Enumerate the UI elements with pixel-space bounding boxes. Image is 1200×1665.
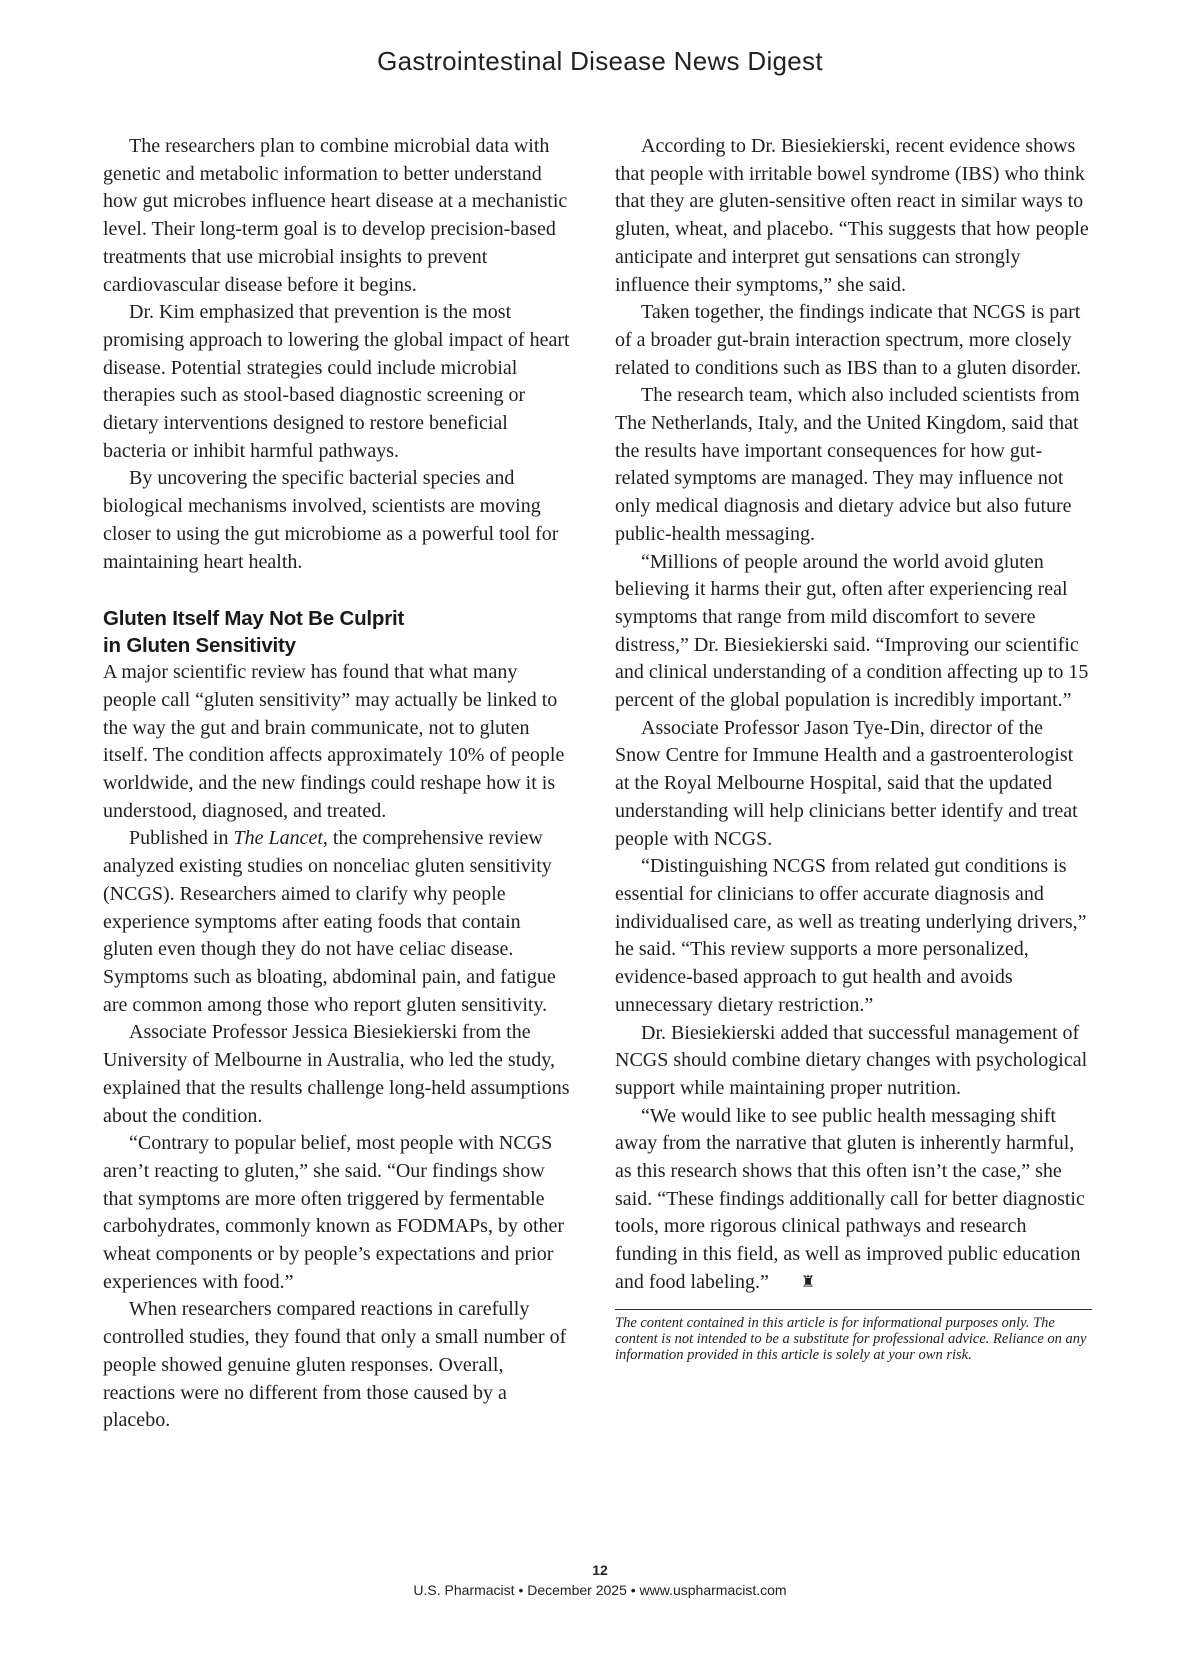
paragraph: When researchers compared reactions in carefully controlled studies, they found that only a small number of people showed genuine gluten responses. Overall, reactions were no different from those caused by a placebo. (103, 1298, 567, 1432)
paragraph (615, 1103, 1092, 1297)
paragraph: “Millions of people around the world avoid gluten believing it harms their gut, often after experiencing real symptoms that range from mild discomfort to severe distress,” Dr. Biesiekierski said. “Improving our scientific and clinical understanding of a condition affecting up to 15 percent of the global population is incredibly important.” (615, 550, 1089, 712)
disclaimer: The content contained in this article is for informational purposes only. The content is not intended to be a substitute for professional advice. Reliance on any information provided in this article is solely at your own risk. (615, 1309, 1092, 1363)
paragraph (103, 825, 574, 1019)
section-heading (103, 605, 574, 659)
end-of-article-icon: ♜ (800, 1273, 816, 1291)
section-heading-line2: in Gluten Sensitivity (103, 634, 296, 658)
paragraph: The researchers plan to combine microbial data with genetic and metabolic information to better understand how gut microbes influence heart disease at a mechanistic level. Their long-term goal is to develop precision-based treatments that use microbial insights to prevent cardiovascular disease before it begins. (103, 135, 568, 296)
paragraph: A major scientific review has found that what many people call “gluten sensitivity” may actually be linked to the way the gut and brain communicate, not to gluten itself. The condition affects approximately 10% of people worldwide, and the new findings could reshape how it is understood, diagnosed, and treated. (103, 661, 565, 822)
left-column (103, 133, 574, 1435)
page-number: 12 (592, 1562, 608, 1578)
paragraph: By uncovering the specific bacterial species and biological mechanisms involved, scientists are moving closer to using the gut microbiome as a powerful tool for maintaining heart health. (103, 467, 559, 573)
paragraph: Associate Professor Jason Tye-Din, director of the Snow Centre for Immune Health and a gastroenterologist at the Royal Melbourne Hospital, said that the updated understanding will help clinicians better identify and treat people with NCGS. (615, 716, 1078, 850)
paragraph: Taken together, the findings indicate that NCGS is part of a broader gut-brain interaction spectrum, more closely related to conditions such as IBS than to a gluten disorder. (615, 301, 1082, 379)
text-span: , the comprehensive review analyzed existing studies on nonceliac gluten sensitivity (NCGS). Researchers aimed to clarify why people experience symptoms after eating foods that contain gluten even though they do not have celiac disease. Symptoms such as bloating, abdominal pain, and fatigue are common among those who report gluten sensitivity. (103, 827, 556, 1016)
paragraph: “Distinguishing NCGS from related gut conditions is essential for clinicians to offer accurate diagnosis and individualised care, as well as treating underlying drivers,” he said. “This review supports a more personalized, evidence-based approach to gut health and avoids unnecessary dietary restriction.” (615, 855, 1087, 1016)
paragraph: According to Dr. Biesiekierski, recent evidence shows that people with irritable bowel syndrome (IBS) who think that they are gluten-sensitive often react in similar ways to gluten, wheat, and placebo. “This suggests that how people anticipate and interpret gut sensations can strongly influence their symptoms,” she said. (615, 135, 1089, 296)
paragraph: Dr. Biesiekierski added that successful management of NCGS should combine dietary changes with psychological support while maintaining proper nutrition. (615, 1021, 1088, 1099)
footer-credit: U.S. Pharmacist • December 2025 • www.uspharmacist.com (413, 1582, 787, 1598)
paragraph: “Contrary to popular belief, most people with NCGS aren’t reacting to gluten,” she said. “Our findings show that symptoms are more often triggered by fermentable carbohydrates, commonly known as FODMAPs, by other wheat components or by people’s expectations and prior experiences with food.” (103, 1132, 565, 1293)
paragraph: Dr. Kim emphasized that prevention is the most promising approach to lowering the global impact of heart disease. Potential strategies could include microbial therapies such as stool-based diagnostic screening or dietary interventions designed to restore beneficial bacteria or inhibit harmful pathways. (103, 301, 570, 462)
section-heading-line1: Gluten Itself May Not Be Culprit (103, 607, 405, 631)
journal-title: The Lancet (233, 827, 323, 850)
right-column (615, 133, 1092, 1363)
paragraph: The research team, which also included scientists from The Netherlands, Italy, and the United Kingdom, said that the results have important consequences for how gut-related symptoms are managed. They may influence not only medical diagnosis and dietary advice but also future public-health messaging. (615, 384, 1080, 545)
text-span: Published in (129, 827, 234, 850)
paragraph: Associate Professor Jessica Biesiekierski from the University of Melbourne in Australia, who led the study, explained that the results challenge long-held assumptions about the condition. (103, 1021, 570, 1127)
text-span: “We would like to see public health messaging shift away from the narrative that gluten is inherently harmful, as this research shows that this often isn’t the case,” she said. “These findings additionally call for better diagnostic tools, more rigorous clinical pathways and research funding in this field, as well as improved public education and food labeling.” (615, 1104, 1085, 1293)
page-header-title: Gastrointestinal Disease News Digest (377, 46, 823, 76)
